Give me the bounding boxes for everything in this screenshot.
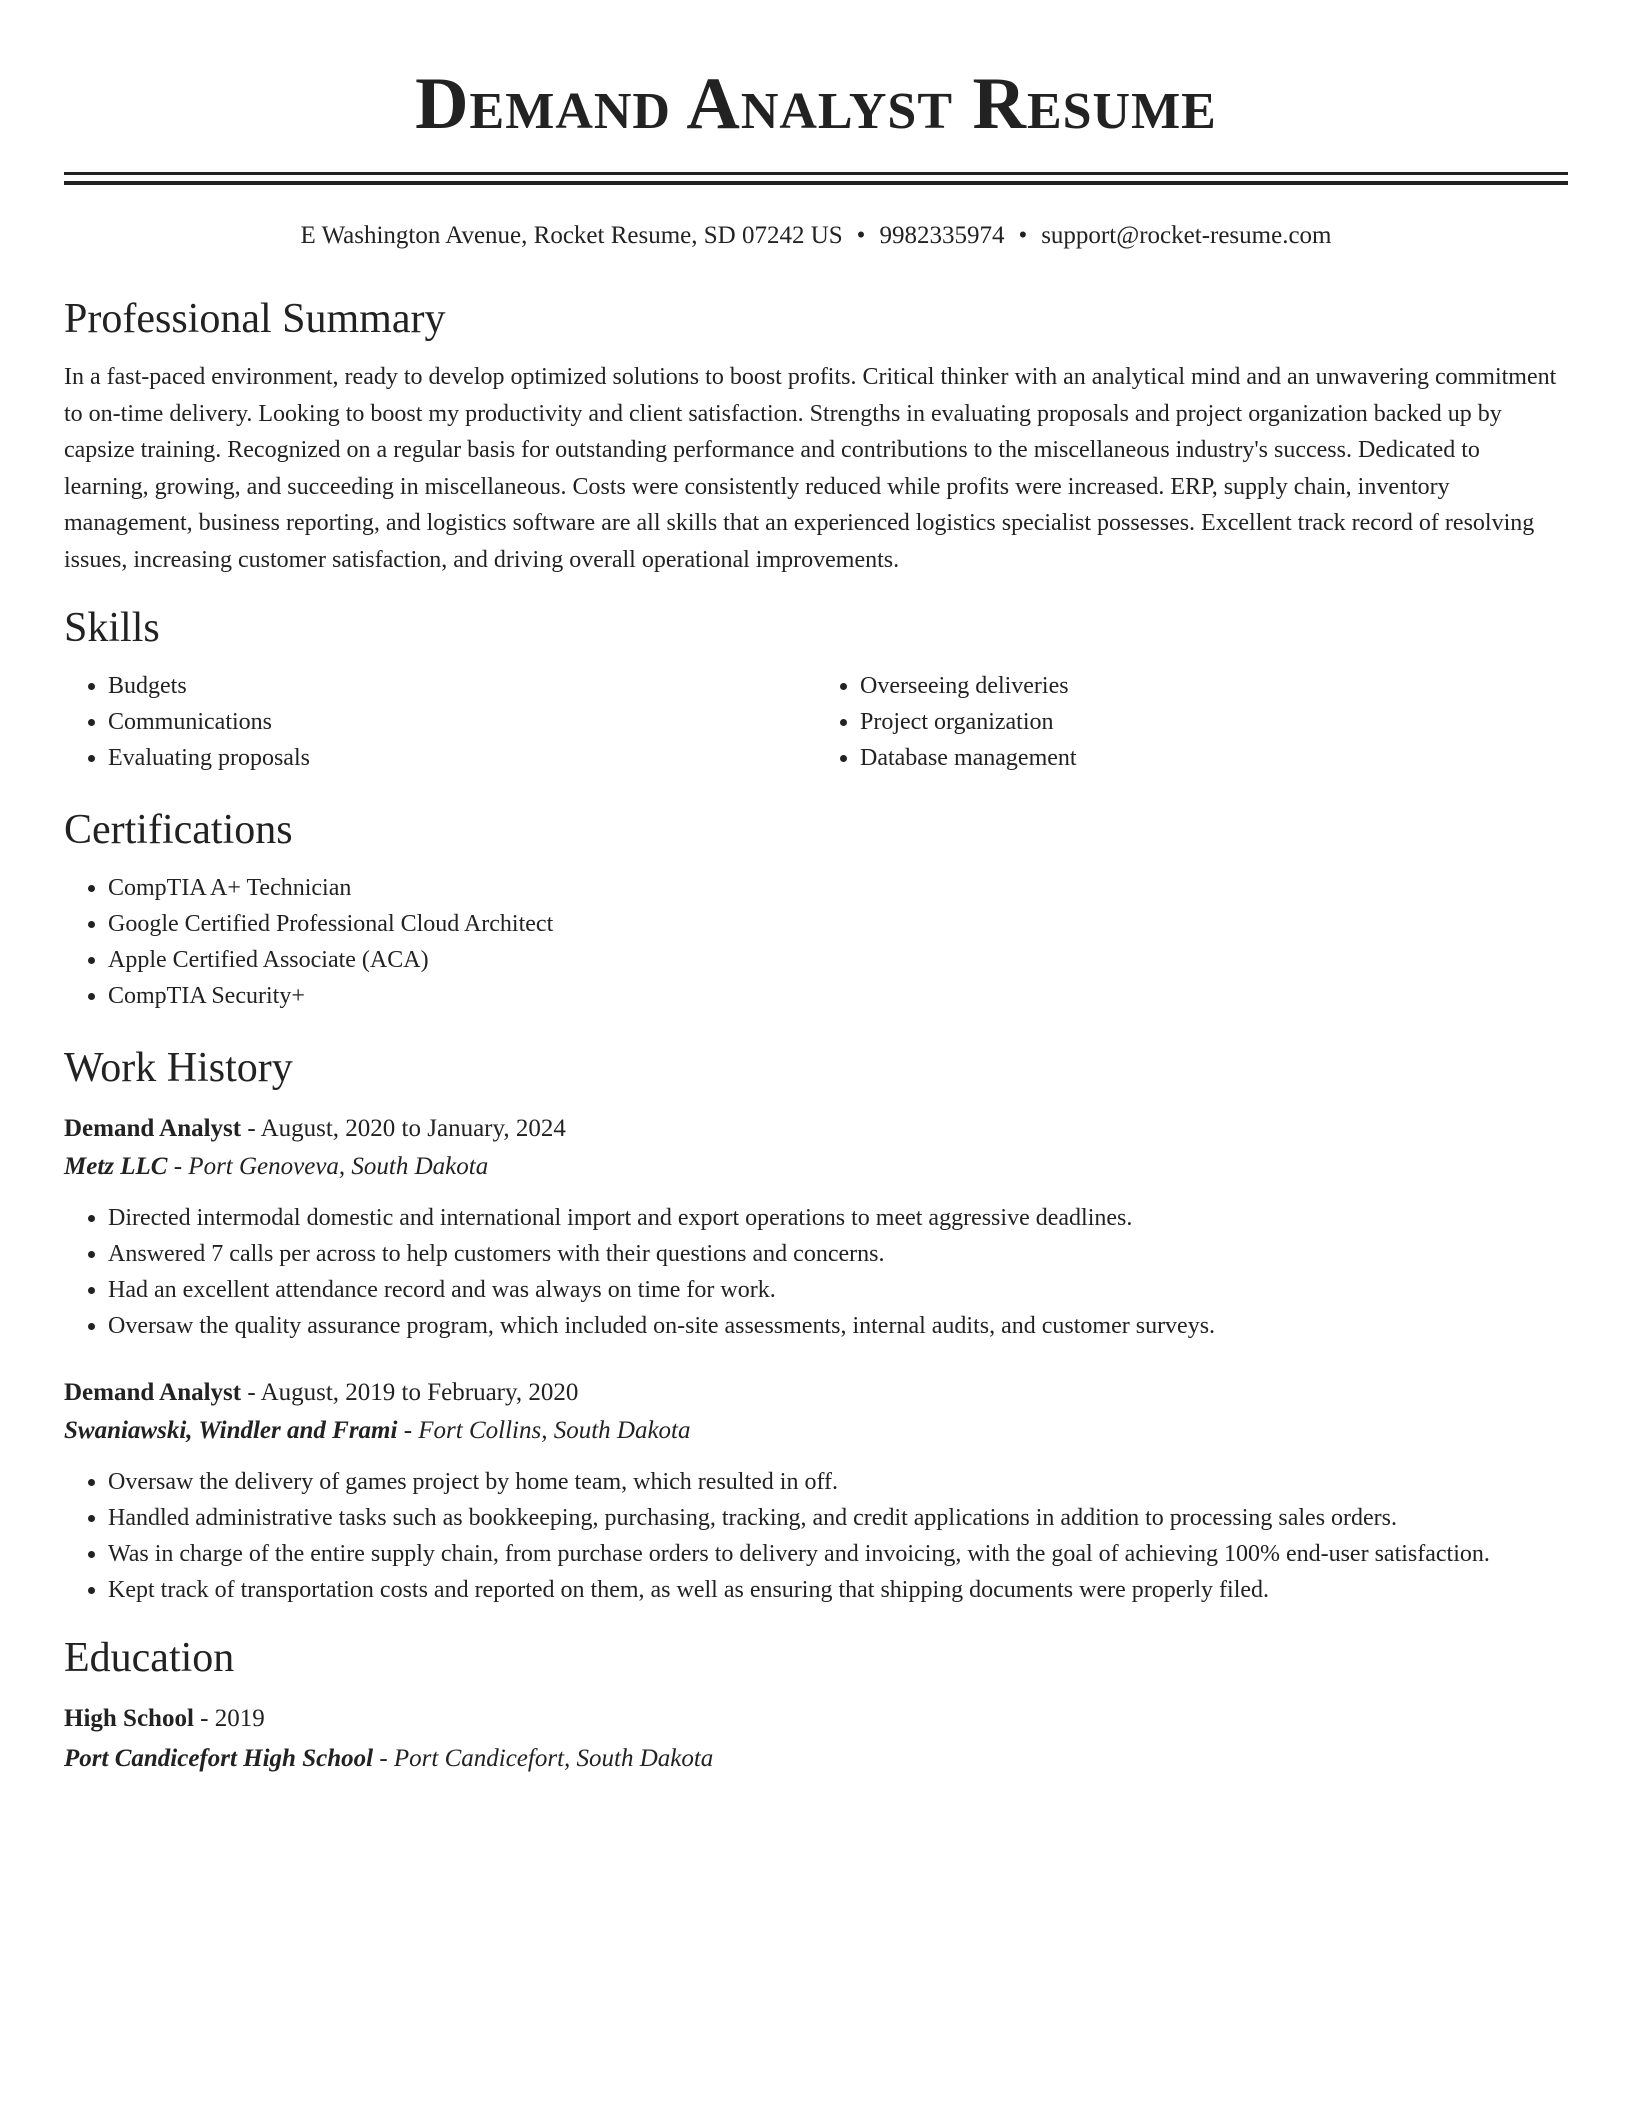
contact-separator: • [856, 222, 866, 249]
skill-item: • Budgets [108, 668, 816, 704]
skills-list-right [816, 668, 1568, 776]
job-bullet: • Oversaw the quality assurance program, which included on-site assessments, internal audits, and customer surveys. [108, 1308, 1568, 1344]
job-company-line [64, 1148, 1568, 1186]
job-title: Demand Analyst [64, 1379, 242, 1406]
summary-text: In a fast-paced environment, ready to develop optimized solutions to boost profits. Critical thinker with an analytical mind and an unwavering commitment to on-time delivery. Looking to boost my productivity and client satisfaction. Strengths in evaluating proposals and project organization backed up by capsize training. Recognized on a regular basis for outstanding performance and contributions to the miscellaneous industry's success. Dedicated to learning, growing, and succeeding in miscellaneous. Costs were consistently reduced while profits were increased. ERP, supply chain, inventory management, business reporting, and logistics software are all skills that an experienced logistics specialist possesses. Excellent track record of resolving issues, increasing customer satisfaction, and driving overall operational improvements. [64, 364, 1557, 573]
contact-line [64, 219, 1568, 253]
job-title-line [64, 1110, 1568, 1148]
certification-item: • CompTIA A+ Technician [108, 870, 1568, 906]
summary-heading: Professional Summary [64, 296, 446, 342]
job-bullet: • Handled administrative tasks such as bookkeeping, purchasing, tracking, and credit applications in addition to processing sales orders. [108, 1500, 1568, 1536]
education-degree: High School [64, 1705, 194, 1732]
skill-item: • Database management [860, 740, 1568, 776]
certification-item: • Apple Certified Associate (ACA) [108, 942, 1568, 978]
skills-list-left [64, 668, 816, 776]
job-entry [64, 1374, 1568, 1608]
job-bullet: • Was in charge of the entire supply chain, from purchase orders to delivery and invoicing, with the goal of achieving 100% end-user satisfaction. [108, 1536, 1568, 1572]
education-location: - Port Candicefort, South Dakota [373, 1745, 714, 1772]
job-company: Metz LLC [64, 1153, 168, 1180]
contact-email: support@rocket-resume.com [1041, 222, 1332, 249]
job-dates: - August, 2020 to January, 2024 [241, 1115, 566, 1142]
certifications-list [64, 870, 1568, 1014]
job-bullet: • Oversaw the delivery of games project by home team, which resulted in off. [108, 1464, 1568, 1500]
job-bullet: • Directed intermodal domestic and international import and export operations to meet aggressive deadlines. [108, 1200, 1568, 1236]
contact-phone: 9982335974 [879, 222, 1005, 249]
skill-item: • Overseeing deliveries [860, 668, 1568, 704]
work-history-heading: Work History [64, 1045, 293, 1091]
skills-columns [64, 668, 1568, 776]
education-school-line [64, 1740, 1568, 1778]
job-entry [64, 1110, 1568, 1344]
skill-item: • Project organization [860, 704, 1568, 740]
job-company: Swaniawski, Windler and Frami [64, 1417, 398, 1444]
title-divider-bottom [64, 181, 1568, 185]
job-title: Demand Analyst [64, 1115, 242, 1142]
education-degree-line [64, 1700, 1568, 1738]
job-bullet: • Answered 7 calls per across to help customers with their questions and concerns. [108, 1236, 1568, 1272]
job-company-line [64, 1412, 1568, 1450]
contact-address: E Washington Avenue, Rocket Resume, SD 07242 US [300, 222, 843, 249]
resume-title: Demand Analyst Resume [415, 63, 1217, 145]
certification-item: • Google Certified Professional Cloud Architect [108, 906, 1568, 942]
job-bullet: • Had an excellent attendance record and was always on time for work. [108, 1272, 1568, 1308]
job-title-line [64, 1374, 1568, 1412]
skill-item: • Evaluating proposals [108, 740, 816, 776]
education-entry [64, 1700, 1568, 1778]
education-heading: Education [64, 1635, 235, 1681]
certification-item: • CompTIA Security+ [108, 978, 1568, 1014]
job-location: - Fort Collins, South Dakota [397, 1417, 691, 1444]
education-school: Port Candicefort High School [64, 1745, 374, 1772]
resume-page [64, 0, 1568, 1778]
job-bullets [64, 1464, 1568, 1608]
job-dates: - August, 2019 to February, 2020 [241, 1379, 579, 1406]
job-bullet: • Kept track of transportation costs and reported on them, as well as ensuring that shipping documents were properly filed. [108, 1572, 1568, 1608]
job-location: - Port Genoveva, South Dakota [167, 1153, 489, 1180]
title-divider-top [64, 172, 1568, 175]
skills-heading: Skills [64, 605, 160, 651]
contact-separator: • [1018, 222, 1028, 249]
skill-item: • Communications [108, 704, 816, 740]
job-bullets [64, 1200, 1568, 1344]
education-year: - 2019 [193, 1705, 265, 1732]
certifications-heading: Certifications [64, 807, 293, 853]
